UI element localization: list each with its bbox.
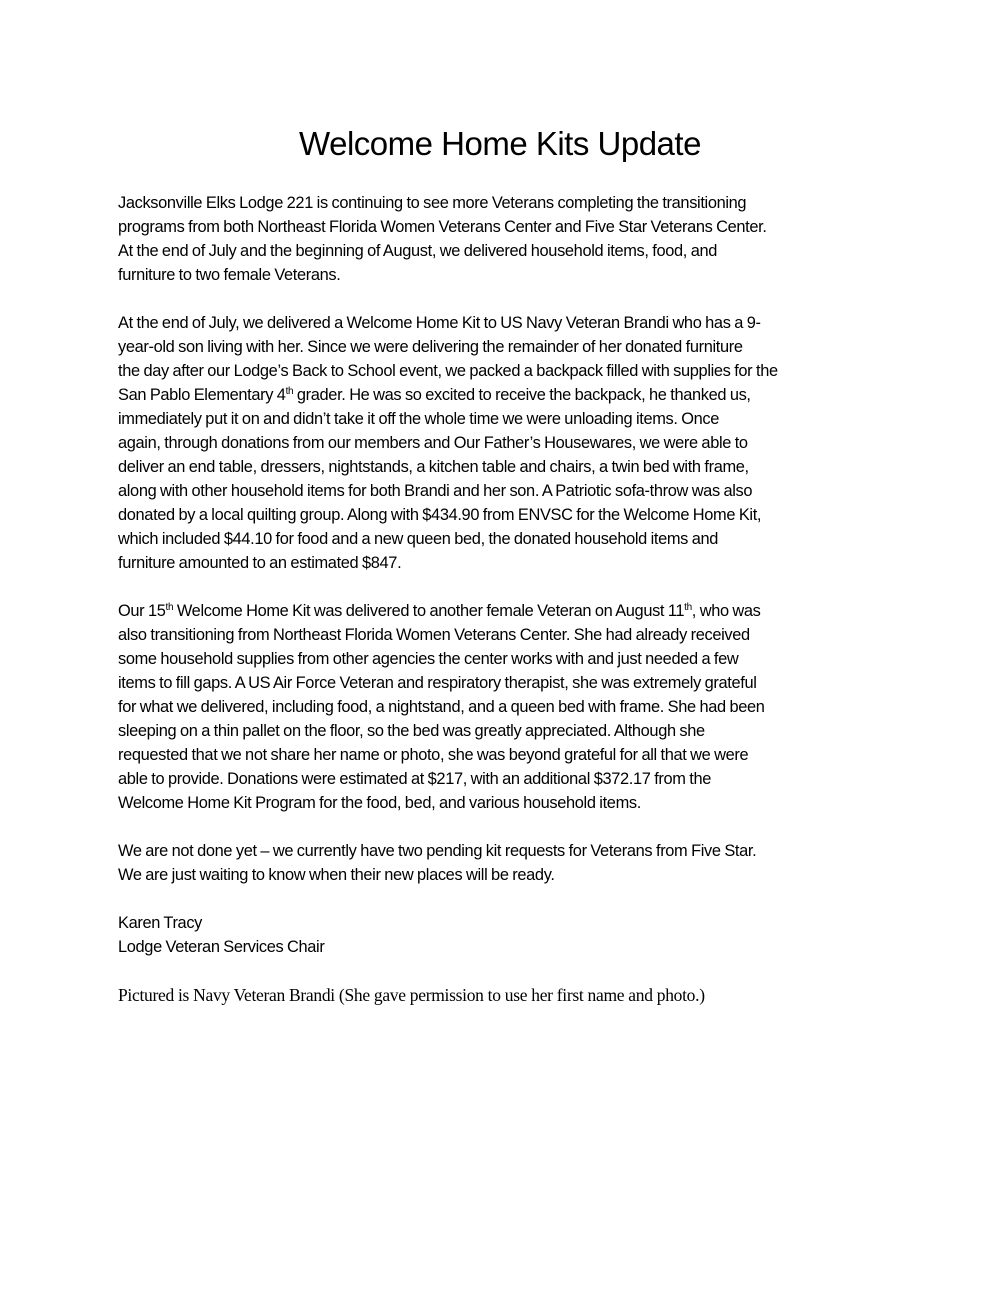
signature-name: Karen Tracy — [118, 914, 203, 932]
text-line: furniture amounted to an estimated $847. — [118, 554, 402, 572]
text-line: also transitioning from Northeast Florida Women Veterans Center. She had already received — [118, 626, 750, 644]
text-line: At the end of July and the beginning of August, we delivered household items, food, and — [118, 242, 717, 260]
text-line: along with other household items for both Brandi and her son. A Patriotic sofa-throw was also — [118, 482, 753, 500]
signature-role: Lodge Veteran Services Chair — [118, 938, 325, 956]
text-line: We are just waiting to know when their new places will be ready. — [118, 866, 555, 884]
text-fragment: San Pablo Elementary 4 — [118, 386, 286, 404]
text-line: furniture to two female Veterans. — [118, 266, 341, 284]
text-line: the day after our Lodge’s Back to School event, we packed a backpack filled with supplies for the — [118, 362, 778, 380]
text-line: items to fill gaps. A US Air Force Veteran and respiratory therapist, she was extremely grateful — [118, 674, 757, 692]
text-line: programs from both Northeast Florida Women Veterans Center and Five Star Veterans Center. — [118, 218, 767, 236]
text-line: able to provide. Donations were estimated at $217, with an additional $372.17 from the — [118, 770, 712, 788]
text-line: again, through donations from our members and Our Father’s Housewares, we were able to — [118, 434, 748, 452]
text-line: requested that we not share her name or photo, she was beyond grateful for all that we were — [118, 746, 749, 764]
text-line — [118, 383, 908, 407]
text-line: At the end of July, we delivered a Welcome Home Kit to US Navy Veteran Brandi who has a 9- — [118, 314, 761, 332]
text-fragment: , who was — [691, 602, 761, 620]
fifteenth-kit-paragraph — [118, 599, 908, 815]
text-line: immediately put it on and didn’t take it off the whole time we were unloading items. Once — [118, 410, 720, 428]
text-line: for what we delivered, including food, a nightstand, and a queen bed with frame. She had been — [118, 698, 765, 716]
page-title: Welcome Home Kits Update — [299, 125, 701, 162]
text-fragment: Our 15 — [118, 602, 166, 620]
text-line: some household supplies from other agencies the center works with and just needed a few — [118, 650, 739, 668]
signature-block — [118, 911, 908, 959]
text-line: deliver an end table, dressers, nightstands, a kitchen table and chairs, a twin bed with frame, — [118, 458, 749, 476]
ordinal-suffix: th — [165, 602, 174, 613]
photo-caption: Pictured is Navy Veteran Brandi (She gave permission to use her first name and photo.) — [118, 985, 705, 1005]
text-line: which included $44.10 for food and a new queen bed, the donated household items and — [118, 530, 719, 548]
text-line: sleeping on a thin pallet on the floor, so the bed was greatly appreciated. Although she — [118, 722, 705, 740]
text-line — [118, 599, 908, 623]
text-fragment: grader. He was so excited to receive the backpack, he thanked us, — [293, 386, 751, 404]
ordinal-suffix: th — [684, 602, 692, 613]
text-line: donated by a local quilting group. Along with $434.90 from ENVSC for the Welcome Home Kit, — [118, 506, 762, 524]
document-body — [118, 191, 908, 1007]
pending-requests-paragraph — [118, 839, 908, 887]
text-line: Jacksonville Elks Lodge 221 is continuing to see more Veterans completing the transitioning — [118, 194, 747, 212]
text-fragment: Welcome Home Kit was delivered to another female Veteran on August 11 — [173, 602, 685, 620]
ordinal-suffix: th — [285, 386, 294, 397]
text-line: year-old son living with her. Since we were delivering the remainder of her donated furniture — [118, 338, 743, 356]
text-line: We are not done yet – we currently have two pending kit requests for Veterans from Five Star. — [118, 842, 757, 860]
brandi-paragraph — [118, 311, 908, 575]
intro-paragraph — [118, 191, 908, 287]
text-line: Welcome Home Kit Program for the food, bed, and various household items. — [118, 794, 641, 812]
